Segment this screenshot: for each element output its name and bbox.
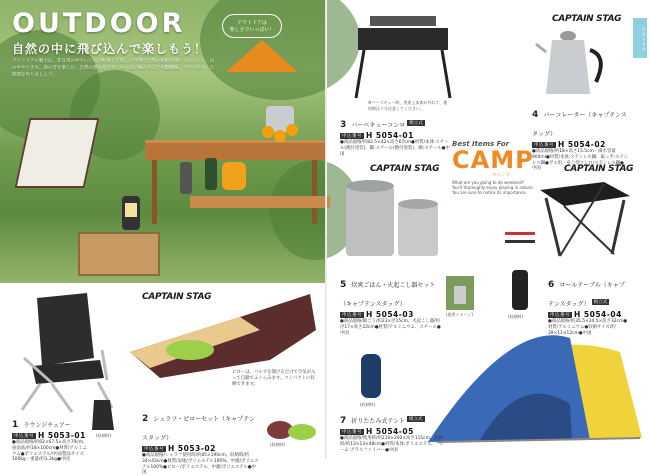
camp-kana: キャンプ xyxy=(492,173,510,178)
camp-text: What are you going to do weekend? You'll thoroughly enjoy playing in nature. You are sure to notice its importance. xyxy=(452,180,534,195)
table-bag-image xyxy=(508,268,532,312)
table-leg xyxy=(312,160,317,224)
code-tag: 申込番号 xyxy=(342,313,362,318)
lounge-chair-photo xyxy=(15,118,100,188)
product-spec: ●商品規格/使用時/約210×200×高さ115cm、収納時/約13×13×48cm●材質/本体:ポリエステル、フレーム:グラスファイバー●中国 xyxy=(340,436,445,453)
product-code: 申込番号 H 5054-04 xyxy=(550,310,622,319)
code-tag: 申込番号 xyxy=(144,447,164,452)
product-4 xyxy=(532,102,628,172)
product-number: 2 xyxy=(142,414,149,424)
orange-fruit xyxy=(262,126,274,138)
table-leg xyxy=(152,160,157,224)
product-number: 5 xyxy=(340,280,347,290)
outdoor-hero-photo xyxy=(0,0,325,283)
product-spec: ●商品規格/約18×高さ15.5cm・満水容量900ml●材質/本体:ステンレス鋼、取っ手:ステンレス鋼●ガス用・卓上型コンロ/ステンレス鋼●中国 xyxy=(532,149,628,172)
assembly-badge: 組立式 xyxy=(409,120,423,126)
brand-logo: CAPTAIN STAG xyxy=(370,164,440,174)
rice-pot-set-image xyxy=(340,176,444,264)
product-number: 6 xyxy=(548,280,555,290)
code-tag: 申込番号 xyxy=(342,430,362,435)
bbq-caption: ※バーベキュー時、用途上本体が外れて、使用時は十分注意してください。 xyxy=(368,100,448,111)
page-fold xyxy=(325,0,327,459)
lantern-glass xyxy=(125,203,137,217)
product-code: 申込番号 H 5054-05 xyxy=(342,427,414,436)
product-code: 申込番号 H 5054-02 xyxy=(534,140,606,149)
camp-small-heading: Best Items For xyxy=(452,140,510,148)
code-tag: 申込番号 xyxy=(342,134,362,139)
product-spec: ●商品規格/シュラフ使用時/約85×190cm、収納時/約34×43cm●材質/表地/ポリエステル100%、中綿/ポリエステル100%●ピロー/ポリエステル、中綿/ポリエステル●中国 xyxy=(142,453,259,476)
product-name: 炊爽ごはん・火起こし器セット（キャプテンスタッグ） xyxy=(340,282,436,308)
product-name: ラウンジチェアー xyxy=(23,422,71,429)
tent-bag-image xyxy=(358,352,384,400)
wooden-table-photo xyxy=(145,140,325,160)
product-name: バーベキューコンロ xyxy=(351,122,406,129)
table-parts-image xyxy=(505,228,535,252)
tent-bag-label: (収納時) xyxy=(360,402,376,407)
sleeping-bag-image xyxy=(120,282,320,382)
chair-bag-label: (収納時) xyxy=(96,433,112,438)
code-tag: 申込番号 xyxy=(550,313,570,318)
product-name: パーコレーター（キャプテンスタッグ） xyxy=(532,112,627,138)
thermos-photo xyxy=(205,158,217,190)
percolator-image xyxy=(536,26,616,98)
sleeping-bag-label: (収納時) xyxy=(270,442,286,447)
roll-table-image xyxy=(534,176,634,260)
orange-kettle-photo xyxy=(222,162,246,190)
product-number: 4 xyxy=(532,110,539,120)
chair-bag-image xyxy=(88,398,116,434)
assembly-badge: 組立式 xyxy=(409,416,423,422)
product-spec: ●商品規格/約62×67.5×高さ79cm、座面高/約18×100cm●材質/アルミニウム●ポリエステル/中国/製品サイズ100kg・重量/約1.3kg●中国 xyxy=(12,440,88,463)
sleeping-bag-note: ピローは、バルブを開けるだけで空気が入って自動でふくらみます。コンパクトに収納できます。 xyxy=(232,370,316,387)
product-name: シュラフ・ピローセット（キャプテンスタッグ） xyxy=(142,416,255,442)
thermos-photo xyxy=(180,162,192,194)
code-tag: 申込番号 xyxy=(14,434,34,439)
assembly-badge: 組立式 xyxy=(593,299,608,305)
product-name: ロールテーブル（キャプテンスタッグ） xyxy=(548,282,625,308)
product-code: 申込番号 H 5054-01 xyxy=(342,131,414,140)
side-tab: アウトドア xyxy=(633,18,647,58)
hero-subtitle: 自然の中に飛び込んで楽しもう！ xyxy=(12,42,208,56)
hero-bubble: アウトドアは 楽しさでいっぱい！ xyxy=(222,14,282,38)
product-1 xyxy=(12,412,90,463)
product-number: 3 xyxy=(340,120,347,130)
product-spec: ●商品規格/飯ごう/約23×径15cm、火起こし器/約径17×高さ22cm●材質/アルミニウム、スチール●中国 xyxy=(340,319,441,336)
table-bag-label: (収納時) xyxy=(508,314,524,319)
product-7 xyxy=(340,408,444,453)
product-code: 申込番号 H 5053-01 xyxy=(14,431,86,440)
camp-heading: CAMP xyxy=(452,146,534,174)
product-2 xyxy=(142,406,260,476)
code-tag: 申込番号 xyxy=(534,143,554,148)
picnic-basket-photo xyxy=(78,232,160,276)
product-code: 申込番号 H 5053-02 xyxy=(144,444,216,453)
orange-fruit xyxy=(286,124,298,136)
product-spec: ●商品規格/約83.5×42×高さ67cm●材質/本体:スチール(焼付塗装)、脚:スチール(焼付塗装)、網:スチール●中国 xyxy=(340,140,450,157)
product-3 xyxy=(340,112,450,157)
hero-title: OUTDOOR xyxy=(12,8,186,39)
bench-photo xyxy=(190,196,330,208)
product-spec: ●商品規格/約35.5×34.5×高さ32cm●材質/アルミニウム●収納サイズ/約39×11×12cm●中国 xyxy=(548,319,628,336)
brand-logo: CAPTAIN STAG xyxy=(564,164,634,174)
brand-logo: CAPTAIN STAG xyxy=(142,292,212,302)
brand-logo: CAPTAIN STAG xyxy=(552,14,622,24)
orange-fruit xyxy=(274,130,286,142)
product-name: 折りたたみ式テント xyxy=(351,418,406,425)
product-code: 申込番号 H 5054-03 xyxy=(342,310,414,319)
product-number: 7 xyxy=(340,416,347,426)
dome-tent-image xyxy=(420,312,644,452)
bbq-grill-image xyxy=(350,12,460,100)
rice-pot-use-image xyxy=(446,276,474,310)
orange-tent-illustration xyxy=(226,40,298,72)
hero-body-text: アウトドアの魅力は、非日常の中でいい気分転換して楽しい食事を自然の新鮮を感じられること。山の中やたき火、森の音を楽しむ、自然の恵みを大きくいっぱい味わうことも醍醐味。リラックスした時間を作りましょう。 xyxy=(12,59,215,78)
best-items-camp-block xyxy=(452,140,544,204)
product-number: 1 xyxy=(12,420,19,430)
pot-use-label: (使用イメージ) xyxy=(446,312,474,317)
